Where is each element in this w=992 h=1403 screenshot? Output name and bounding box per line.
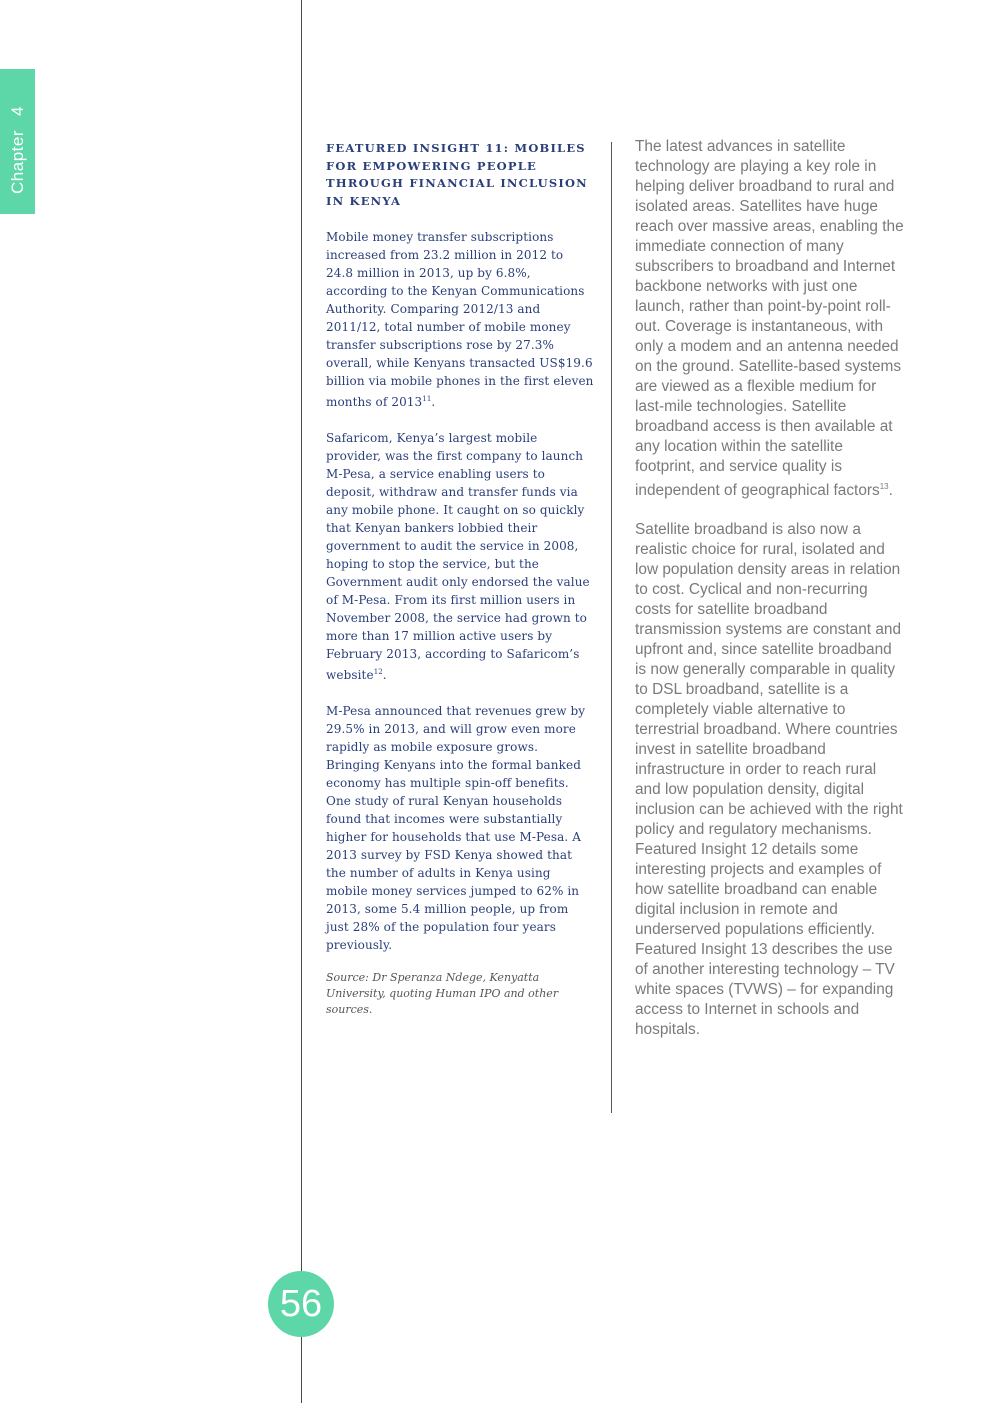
chapter-word: Chapter	[8, 129, 27, 194]
page-number: 56	[279, 1283, 323, 1325]
chapter-number: 4	[8, 106, 27, 116]
featured-insight-box	[326, 140, 594, 1018]
insight-title: FEATURED INSIGHT 11: MOBILES FOR EMPOWERING PEOPLE THROUGH FINANCIAL INCLUSION IN KENYA	[326, 141, 588, 208]
insight-paragraph-1: Mobile money transfer subscriptions increased from 23.2 million in 2012 to 24.8 million in 2013, up by 6.8%, according to the Kenyan Communications Authority. Comparing 2012/13 and 2011/12, total number of mobile money transfer subscriptions rose by 27.3% overall, while Kenyans transacted US$19.6 billion via mobile phones in the first eleven months of 2013$^{11}$.	[326, 230, 594, 409]
main-body-text	[635, 137, 905, 1059]
footnote-ref-11: 11	[422, 395, 432, 403]
body-paragraph-2: Satellite broadband is also now a realistic choice for rural, isolated and low population density areas in relation to cost. Cyclical and non-recurring costs for satellite broadband transmission systems are constant and upfront and, since satellite broadband is now generally comparable in quality to DSL broadband, satellite is a completely viable alternative to terrestrial broadband. Where countries invest in satellite broadband infrastructure in order to reach rural and low population density, digital inclusion can be achieved with the right policy and regulatory mechanisms. Featured Insight 12 details some interesting projects and examples of how satellite broadband can enable digital inclusion in remote and underserved populations efficiently. Featured Insight 13 describes the use of another interesting technology – TV white spaces (TVWS) – for expanding access to Internet in schools and hospitals.	[635, 521, 903, 1039]
insight-source: Source: Dr Speranza Ndege, Kenyatta University, quoting Human IPO and other sources.	[326, 971, 559, 1016]
page-number-badge	[268, 1271, 334, 1337]
insight-paragraph-3: M-Pesa announced that revenues grew by 29.5% in 2013, and will grow even more rapidly as mobile exposure grows. Bringing Kenyans into the formal banked economy has multiple spin-off benefits. One study of rural Kenyan households found that incomes were substantially higher for households that use M-Pesa. A 2013 survey by FSD Kenya showed that the number of adults in Kenya using mobile money services jumped to 62% in 2013, some 5.4 million people, up from just 28% of the population four years previously.	[326, 704, 586, 952]
chapter-label	[8, 106, 28, 194]
column-divider-line	[611, 142, 612, 1113]
footnote-ref-12: 12	[373, 668, 383, 676]
footnote-ref-13: 13	[879, 482, 889, 491]
body-paragraph-1: The latest advances in satellite technology are playing a key role in helping deliver broadband to rural and isolated areas. Satellites have huge reach over massive areas, enabling the immediate connection of many subscribers to broadband and Internet backbone networks with just one launch, rather than point-by-point roll-out. Coverage is instantaneous, with only a modem and an antenna needed on the ground. Satellite-based systems are viewed as a flexible medium for last-mile technologies. Satellite broadband access is then available at any location within the satellite footprint, and service quality is independent of geographical factors$^{13}$.	[635, 138, 904, 500]
page-divider-line	[301, 0, 302, 1403]
insight-paragraph-2: Safaricom, Kenya’s largest mobile provider, was the first company to launch M-Pesa, a service enabling users to deposit, withdraw and transfer funds via any mobile phone. It caught on so quickly that Kenyan bankers lobbied their government to audit the service in 2008, hoping to stop the service, but the Government audit only endorsed the value of M-Pesa. From its first million users in November 2008, the service had grown to more than 17 million active users by February 2013, according to Safaricom’s website$^{12}$.	[326, 431, 590, 682]
